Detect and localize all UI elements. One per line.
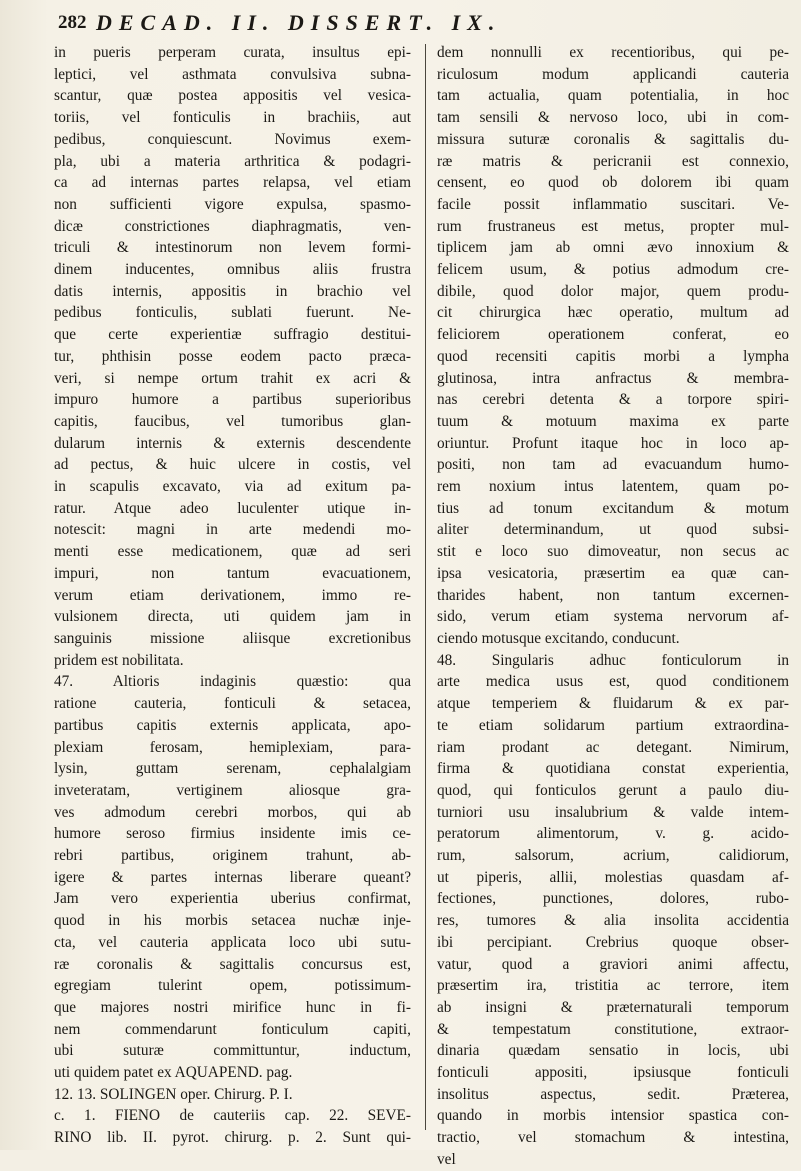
text-line: rum, salsorum, acrium, calidiorum,: [437, 847, 789, 865]
text-line: verum etiam derivationem, immo re-: [54, 586, 411, 604]
text-line: ubi suturæ committuntur, inductum,: [54, 1042, 411, 1060]
text-line: ves admodum cerebri morbos, qui ab: [54, 803, 411, 821]
text-line: missura suturæ coronalis & sagittalis du-: [437, 130, 789, 148]
text-line: menti esse medicationem, quæ ad seri: [54, 543, 411, 561]
text-line: fonticuli appositi, ipsiusque fonticuli: [437, 1064, 789, 1082]
text-line: notescit: magni in arte medendi mo-: [54, 521, 411, 539]
text-line: nem commendarunt fonticulum capiti,: [54, 1020, 411, 1038]
text-line: in pueris perperam curata, insultus epi-: [54, 44, 411, 61]
text-line: dem nonnulli ex recentioribus, qui pe-: [437, 44, 789, 61]
text-line: tam sensili & nervoso loco, ubi in com-: [437, 109, 789, 127]
text-line: quod, qui fonticulos gerunt a paulo diu-: [437, 781, 789, 799]
text-line: dicæ constrictiones diaphragmatis, ven-: [54, 217, 411, 235]
text-line: ipsa vesicatoria, præsertim ea quæ can-: [437, 564, 789, 582]
text-line: plexiam ferosam, hemiplexiam, para-: [54, 738, 411, 756]
right-text-column: [437, 42, 789, 1168]
text-line: pedibus, conquiescunt. Novimus exem-: [54, 130, 411, 148]
text-line: arte medica usus est, quod conditionem: [437, 673, 789, 691]
text-line: veri, si nempe ortum trahit ex acri &: [54, 369, 411, 387]
text-line: que certe experientiæ suffragio destitui-: [54, 326, 411, 344]
text-line: aliter determinandum, ut quod subsi-: [437, 521, 789, 539]
text-line: facile possit inflammatio suscitari. Ve-: [437, 195, 789, 213]
text-line: ad pectus, & huic ulcere in costis, vel: [54, 456, 411, 474]
text-line: sido, verum etiam systema nervorum af-: [437, 608, 789, 626]
text-line: impuri, non tantum evacuationem,: [54, 564, 411, 582]
text-line: vulsionem directa, uti quidem jam in: [54, 608, 411, 626]
text-line: impuro humore a partibus superioribus: [54, 391, 411, 409]
text-line: triculi & intestinorum non levem formi-: [54, 239, 411, 257]
text-line: ræ coronalis & sagittalis concursus est,: [54, 955, 411, 973]
column-divider: [425, 44, 426, 1130]
text-line: scantur, quæ postea appositis vel vesica-: [54, 87, 411, 105]
text-line: rum frustraneus est metus, propter mul-: [437, 217, 789, 235]
text-line: uti quidem patet ex AQUAPEND. pag.: [54, 1064, 293, 1082]
text-line: præsertim ira, tristitia ac terrore, item: [437, 977, 789, 995]
page-number: 282: [58, 12, 87, 33]
text-line: fectiones, punctiones, dolores, rubo-: [437, 890, 789, 908]
text-line: riam prodant ac detegant. Nimirum,: [437, 738, 789, 756]
text-line: felicem usum, & potius admodum cre-: [437, 261, 789, 279]
text-line: tius ad tonum excitandum & motum: [437, 499, 789, 517]
text-line: dinem inducentes, omnibus aliis frustra: [54, 261, 411, 279]
text-line: non sufficienti vigore expulsa, spasmo-: [54, 195, 411, 213]
text-line: partibus capitis externis applicata, apo-: [54, 716, 411, 734]
text-line: feliciorem operationem conferat, eo: [437, 326, 789, 344]
text-line: ratur. Atque adeo luculenter utique in-: [54, 499, 411, 517]
text-line: quod in his morbis setacea nuchæ inje-: [54, 912, 411, 930]
text-line: tiplicem jam ab omni ævo innoxium &: [437, 239, 789, 257]
text-line: dinaria quædam sensatio in locis, ubi: [437, 1042, 789, 1060]
text-line: tractio, vel stomachum & intestina,: [437, 1129, 789, 1147]
text-line: pla, ubi a materia arthritica & podagri-: [54, 152, 411, 170]
text-line: datis internis, appositis in brachio vel: [54, 282, 411, 300]
text-line: nas cerebri detenta & a torpore spiri-: [437, 391, 789, 409]
text-line: atque temperiem & fluidarum & ex par-: [437, 695, 789, 713]
text-line: lysin, guttam serenam, cephalalgiam: [54, 760, 411, 778]
text-line: sanguinis missione aliisque excretionibus: [54, 629, 411, 647]
text-line: ab insigni & præternaturali temporum: [437, 998, 789, 1016]
text-line: humore seroso firmius insidente imis ce-: [54, 825, 411, 843]
text-line: rebri partibus, originem trahunt, ab-: [54, 847, 411, 865]
text-line: quod recensiti capitis morbi a lympha: [437, 347, 789, 365]
text-line: cit chirurgica hæc operatio, multum ad: [437, 304, 789, 322]
text-line: insolitus aspectus, sedit. Præterea,: [437, 1085, 789, 1103]
text-line: ciendo motusque excitando, conducunt.: [437, 629, 680, 647]
text-line: igere & partes internas liberare queant?: [54, 868, 411, 886]
text-line: leptici, vel asthmata convulsiva subna-: [54, 65, 411, 83]
text-line: 48. Singularis adhuc fonticulorum in: [437, 651, 789, 669]
running-header: [58, 6, 788, 42]
text-line: te etiam solidarum partium extraordina-: [437, 716, 789, 734]
text-line: dularum internis & externis descendente: [54, 434, 411, 452]
text-line: ibi percipiant. Crebrius quoque obser-: [437, 933, 789, 951]
text-line: ræ matris & pericranii est connexio,: [437, 152, 789, 170]
text-line: quando in morbis intensior spastica con-: [437, 1107, 789, 1125]
text-line: que majores nostri mirifice hunc in fi-: [54, 998, 411, 1016]
text-line: toriis, vel fonticulis in brachiis, aut: [54, 109, 411, 127]
text-line: vatur, quod a graviori animi affectu,: [437, 955, 789, 973]
text-line: dibile, quod dolor major, quem produ-: [437, 282, 789, 300]
text-line: tuum & motuum maxima ex parte: [437, 412, 789, 430]
text-line: firma & quotidiana constat experientia,: [437, 760, 789, 778]
text-line: positi, non tam ad evacuandum humo-: [437, 456, 789, 474]
text-line: inveteratam, vertiginem aliosque gra-: [54, 781, 411, 799]
text-line: ut piperis, allii, molestias quasdam af-: [437, 868, 789, 886]
text-line: capitis, faucibus, vel tumoribus glan-: [54, 412, 411, 430]
text-line: glutinosa, intra anfractus & membra-: [437, 369, 789, 387]
text-line: peratorum alimentorum, v. g. acido-: [437, 825, 789, 843]
text-line: RINO lib. II. pyrot. chirurg. p. 2. Sunt qui-: [54, 1129, 411, 1147]
text-line: riculosum modum applicandi cauteria: [437, 65, 789, 83]
text-line: tam actualia, quam potentialia, in hoc: [437, 87, 789, 105]
text-line: res, tumores & alia insolita accidentia: [437, 912, 789, 930]
text-line: 12. 13. SOLINGEN oper. Chirurg. P. I.: [54, 1085, 293, 1103]
text-line: rem noxium intus latentem, quam po-: [437, 478, 789, 496]
text-line: pedibus fonticulis, sublati fuerunt. Ne-: [54, 304, 411, 322]
text-line: tharides habent, non tantum excernen-: [437, 586, 789, 604]
text-line: Jam vero experientia uberius confirmat,: [54, 890, 411, 908]
text-line: c. 1. FIENO de cauteriis cap. 22. SEVE-: [54, 1107, 411, 1125]
text-line: cta, vel cauteria applicata loco ubi sutu-: [54, 933, 411, 951]
text-line: in scapulis excavato, via ad exitum pa-: [54, 478, 411, 496]
text-line: stit e loco suo dimoveatur, non secus ac: [437, 543, 789, 561]
text-line: & tempestatum constitutione, extraor-: [437, 1020, 789, 1038]
text-line: turniori usu insalubrium & valde intem-: [437, 803, 789, 821]
text-line: egregiam tulerint opem, potissimum-: [54, 977, 411, 995]
running-title: DECAD. II. DISSERT. IX.: [96, 10, 502, 35]
text-line: oriuntur. Profunt itaque hoc in loco ap-: [437, 434, 789, 452]
text-line: pridem est nobilitata.: [54, 651, 184, 669]
text-line: censent, eo quod ob dolorem ibi quam: [437, 174, 789, 192]
left-text-column: [54, 42, 411, 1147]
text-line: ca ad internas partes relapsa, vel etiam: [54, 174, 411, 192]
text-line: ratione cauteria, fonticuli & setacea,: [54, 695, 411, 713]
text-line: 47. Altioris indaginis quæstio: qua: [54, 673, 411, 691]
text-line: vel: [437, 1150, 456, 1168]
text-line: tur, phthisin posse eodem pacto præca-: [54, 347, 411, 365]
